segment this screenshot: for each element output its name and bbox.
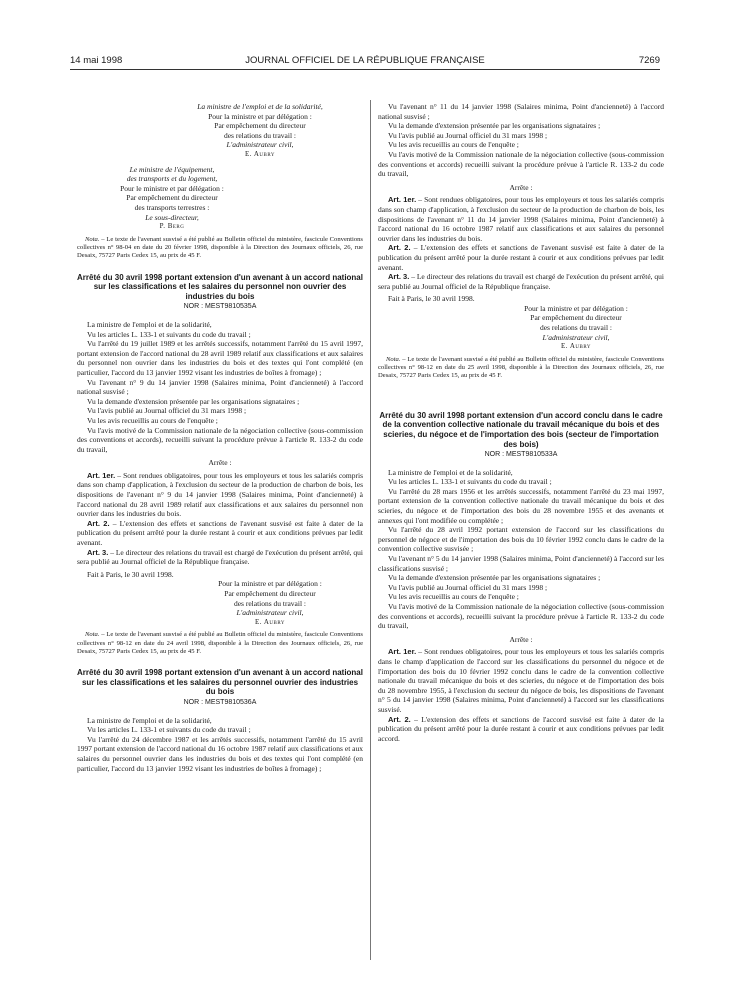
sig-line: des transports et du logement, bbox=[126, 174, 218, 184]
paragraph: Vu l'avis motivé de la Commission nationale de la négociation collective (sous-commission des conventions et accords), recueilli suivant la procédure prévue à l'article R. 133-2 du code du travail, bbox=[378, 602, 664, 631]
header-rule bbox=[70, 69, 660, 70]
paragraph: Vu l'avis publié au Journal officiel du 31 mars 1998 ; bbox=[87, 406, 247, 416]
paragraph: Vu l'avis publié au Journal officiel du 31 mars 1998 ; bbox=[388, 582, 548, 592]
nota-text: – Le texte de l'avenant susvisé a été publié au Bulletin officiel du ministère, fascicule Conventions collectives n° 98-12 en date du 24 avril 1998, disponible à la Direction des Journaux officiels, 26, rue Desaix, 75727 Paris Cedex 15, au prix de 45 F. bbox=[77, 631, 363, 655]
nor-code-3: NOR : MEST9810533A bbox=[484, 451, 558, 459]
sig-line: Par empêchement du directeur bbox=[214, 121, 306, 131]
article-label: Art. 2. bbox=[388, 714, 411, 724]
sig-line: La ministre de l'emploi et de la solidarité, bbox=[197, 102, 323, 111]
column-divider bbox=[370, 100, 371, 960]
paragraph: La ministre de l'emploi et de la solidarité, bbox=[87, 319, 212, 329]
nor-code-2: NOR : MEST9810536A bbox=[183, 699, 257, 707]
signature-block-4 bbox=[488, 304, 664, 352]
sig-line: Le sous-directeur, bbox=[145, 212, 199, 222]
paragraph: Vu les articles L. 133-1 et suivants du code du travail ; bbox=[87, 725, 251, 735]
sig-line: Pour le ministre et par délégation : bbox=[120, 183, 224, 193]
signatory-name: E. Aubry bbox=[254, 617, 286, 626]
nota-3 bbox=[378, 356, 664, 381]
nota-2 bbox=[77, 631, 363, 656]
article-3 bbox=[77, 548, 363, 567]
sig-line: Par empêchement du directeur bbox=[126, 193, 218, 203]
signatory-name: E. Aubry bbox=[244, 149, 276, 158]
decree-title-2: Arrêté du 30 avril 1998 portant extension d'un avenant à un accord national sur les classifications et les salaires du personnel ouvrier des industries du bois bbox=[77, 668, 363, 697]
signature-block-1 bbox=[157, 102, 363, 160]
sig-line: des relations du travail : bbox=[223, 130, 297, 140]
arrete-heading: Arrête : bbox=[208, 458, 232, 468]
article-1 bbox=[378, 195, 664, 243]
arrete-heading: Arrête : bbox=[509, 182, 533, 192]
article-text: – Sont rendues obligatoires, pour tous les employeurs et tous les salariés compris dans le champ d'application de l'accord sur les classifications du personnel du négoce et de l'importation des bois du 10 février 1992 conclu dans le cadre de la convention collective nationale du travail mécanique du bois et des scieries, du négoce et de l'importation des bois du 28 novembre 1955, à l'exclusion du secteur du négoce de bois, les dispositions de l'avenant n° 5 du 14 janvier 1998 (Salaires minima, Point d'ancienneté) à l'accord sur les classifications susvisé. bbox=[378, 647, 665, 714]
article-text: – L'extension des effets et sanctions de l'avenant susvisé est faite à dater de la publication du présent arrêté pour la durée restant à courir et aux conditions prévues par ledit avenant. bbox=[378, 243, 664, 272]
nota-label: Nota. bbox=[386, 355, 401, 363]
header-date: 14 mai 1998 bbox=[70, 55, 123, 66]
paragraph: Vu la demande d'extension présentée par les organisations signataires ; bbox=[388, 121, 601, 131]
article-text: – Sont rendues obligatoires, pour tous les employeurs et tous les salariés compris dans son champ d'application, à l'exclusion du secteur de la production de charbon de bois, les dispositions de l'avenant n° 11 du 14 janvier 1998 (Salaires minima, Point d'ancienneté) à l'accord national du 16 octobre 1987 relatif aux classifications et aux salaires du personnel ouvrier dans les industries du bois. bbox=[378, 195, 665, 243]
paragraph: Vu l'arrêté du 19 juillet 1989 et les arrêtés successifs, notamment l'arrêté du 15 avril 1997, portant extension de l'accord national du 28 avril 1989 relatif aux classifications et aux salaires du personnel non ouvrier dans les industries du bois et des textes qui l'ont complété (en particulier, l'accord du 13 janvier 1992 visant les industries de boîtes à fromage) ; bbox=[77, 339, 363, 377]
article-text: – L'extension des effets et sanctions de l'accord susvisé est faite à dater de la publication du présent arrêté pour la durée restant à courir et aux conditions prévues par ledit accord. bbox=[378, 714, 664, 743]
fait-line: Fait à Paris, le 30 avril 1998. bbox=[388, 294, 475, 304]
article-text: – Sont rendues obligatoires, pour tous les employeurs et tous les salariés compris dans son champ d'application, à l'exclusion du secteur de la production de charbon de bois, les dispositions de l'avenant n° 9 du 14 janvier 1998 (Salaires minima, Point d'ancienneté) à l'accord national du 28 avril 1989 relatif aux classifications et aux salaires du personnel non ouvrier dans les industries du bois. bbox=[77, 470, 364, 519]
article-label: Art. 1er. bbox=[388, 195, 417, 205]
article-1 bbox=[77, 471, 363, 519]
paragraph: Vu les avis recueillis au cours de l'enquête ; bbox=[87, 415, 218, 425]
signature-block-3 bbox=[177, 579, 363, 627]
article-text: – Le directeur des relations du travail est chargé de l'exécution du présent arrêté, qui sera publié au Journal officiel de la République française. bbox=[77, 547, 364, 567]
article-1 bbox=[378, 647, 664, 714]
article-text: – Le directeur des relations du travail est chargé de l'exécution du présent arrêté, qui sera publié au Journal officiel de la République française. bbox=[378, 272, 665, 291]
article-3 bbox=[378, 272, 664, 291]
sig-line: Le ministre de l'équipement, bbox=[129, 164, 215, 174]
article-text: – L'extension des effets et sanctions de l'avenant susvisé est faite à dater de la publication du présent arrêté pour la durée restant à courir et aux conditions prévues par ledit avenant. bbox=[77, 518, 363, 548]
decree-title-3: Arrêté du 30 avril 1998 portant extension d'un accord conclu dans le cadre de la convention collective nationale du travail mécanique du bois et des scieries, du négoce et de l'importation des bois (secteur de l'importation des bois) bbox=[379, 410, 663, 449]
paragraph: Vu l'avis motivé de la Commission nationale de la négociation collective (sous-commission des conventions et accords) recueilli suivant la procédure prévue à l'article R. 133-2 du code du travail, bbox=[378, 149, 664, 179]
paragraph: La ministre de l'emploi et de la solidarité, bbox=[87, 715, 212, 725]
paragraph: Vu la demande d'extension présentée par les organisations signataires ; bbox=[87, 396, 300, 406]
sig-line: Par empêchement du directeur bbox=[224, 589, 316, 599]
paragraph: Vu l'avenant n° 5 du 14 janvier 1998 (Salaires minima, Point d'ancienneté) à l'accord sur les classifications susvisé ; bbox=[378, 554, 664, 573]
article-label: Art. 2. bbox=[388, 243, 411, 253]
signatory-name: E. Aubry bbox=[560, 342, 592, 351]
sig-line: des transports terrestres : bbox=[134, 202, 210, 212]
paragraph: La ministre de l'emploi et de la solidarité, bbox=[388, 467, 513, 477]
sig-line: Pour la ministre et par délégation : bbox=[524, 303, 628, 313]
sig-line: Par empêchement du directeur bbox=[530, 313, 622, 323]
nota-label: Nota. bbox=[85, 631, 100, 639]
article-2 bbox=[378, 243, 664, 272]
paragraph: Vu l'arrêté du 24 décembre 1987 et les arrêtés successifs, notamment l'arrêté du 15 avril 1997 portant extension de l'accord national du 16 octobre 1987 relatif aux classifications et aux salaires du personnel ouvrier dans les industries du bois et des textes qui l'ont complété (en particulier, l'accord du 13 janvier 1992 visant les industries de boîtes à fromage) ; bbox=[77, 734, 363, 773]
left-column bbox=[77, 102, 363, 773]
paragraph: Vu l'arrêté du 28 mars 1956 et les arrêtés successifs, notamment l'arrêté du 23 mai 1997, portant extension de la convention collective nationale du travail mécanique du bois et des scieries, du négoce et de l'importation des bois du 28 novembre 1955 et des avenants et annexes qui l'ont modifiée ou complétée ; bbox=[378, 486, 664, 525]
article-label: Art. 3. bbox=[87, 547, 109, 557]
nor-code-1: NOR : MEST9810535A bbox=[183, 303, 257, 311]
sig-line: L'administrateur civil, bbox=[236, 608, 304, 618]
sig-line: des relations du travail : bbox=[233, 598, 307, 608]
paragraph: Vu l'arrêté du 28 avril 1992 portant extension de l'accord sur les classifications du personnel de négoce et de l'importation des bois du 10 février 1992 conclu dans le cadre de la convention collective susvisée ; bbox=[378, 525, 664, 554]
sig-line: Pour la ministre et par délégation : bbox=[208, 111, 312, 121]
sig-line: L'administrateur civil, bbox=[542, 332, 610, 342]
decree-title-1: Arrêté du 30 avril 1998 portant extension d'un avenant à un accord national sur les classifications et les salaires du personnel non ouvrier des industries du bois bbox=[77, 272, 363, 301]
article-label: Art. 2. bbox=[87, 518, 110, 528]
article-2 bbox=[378, 715, 664, 744]
sig-line: Pour la ministre et par délégation : bbox=[218, 579, 322, 589]
fait-line: Fait à Paris, le 30 avril 1998. bbox=[87, 569, 174, 579]
nota-text: – Le texte de l'avenant susvisé a été publié au Bulletin officiel du ministère, fascicule Conventions collectives n° 98-12 en date du 25 avril 1998, disponible à la Direction des Journaux officiels, 26, rue Desaix, 75727 Paris Cedex 15, au prix de 45 F. bbox=[378, 355, 664, 380]
paragraph: Vu les avis recueillis au cours de l'enquête ; bbox=[388, 140, 519, 150]
signatory-name: P. Berg bbox=[159, 222, 185, 231]
sig-line: L'administrateur civil, bbox=[226, 140, 294, 150]
paragraph: Vu les articles L. 133-1 et suivants du code du travail ; bbox=[87, 329, 251, 339]
article-label: Art. 3. bbox=[388, 272, 410, 282]
right-column bbox=[378, 102, 664, 743]
signature-block-2 bbox=[82, 165, 262, 232]
paragraph: Vu l'avis motivé de la Commission nationale de la négociation collective (sous-commission des conventions et accords), recueilli suivant la procédure prévue à l'article R. 133-2 du code du travail, bbox=[77, 425, 363, 454]
sig-line: des relations du travail : bbox=[539, 323, 613, 333]
paragraph: Vu l'avis publié au Journal officiel du 31 mars 1998 ; bbox=[388, 130, 548, 140]
journal-title: JOURNAL OFFICIEL DE LA RÉPUBLIQUE FRANÇAISE bbox=[245, 55, 485, 66]
arrete-heading: Arrête : bbox=[509, 634, 533, 644]
page-number: 7269 bbox=[638, 55, 660, 66]
paragraph: Vu la demande d'extension présentée par les organisations signataires ; bbox=[388, 573, 601, 583]
paragraph: Vu les articles L. 133-1 et suivants du code du travail ; bbox=[388, 477, 552, 487]
nota-text: – Le texte de l'avenant susvisé a été publié au Bulletin officiel du ministère, fascicule Conventions collectives n° 98-04 en date du 20 février 1998, disponible à la Direction des Journaux officiels, 26, rue Desaix, 75727 Paris Cedex 15, au prix de 45 F. bbox=[77, 235, 363, 260]
article-label: Art. 1er. bbox=[388, 647, 417, 657]
article-2 bbox=[77, 519, 363, 548]
nota-1 bbox=[77, 236, 363, 261]
paragraph: Vu l'avenant n° 11 du 14 janvier 1998 (Salaires minima, Point d'ancienneté) à l'accord national susvisé ; bbox=[378, 102, 664, 121]
paragraph: Vu l'avenant n° 9 du 14 janvier 1998 (Salaires minima, Point d'ancienneté) à l'accord national susvisé ; bbox=[77, 377, 363, 397]
paragraph: Vu les avis recueillis au cours de l'enquête ; bbox=[388, 592, 519, 602]
nota-label: Nota. bbox=[85, 235, 100, 243]
article-label: Art. 1er. bbox=[87, 470, 116, 480]
page-header bbox=[70, 55, 660, 69]
